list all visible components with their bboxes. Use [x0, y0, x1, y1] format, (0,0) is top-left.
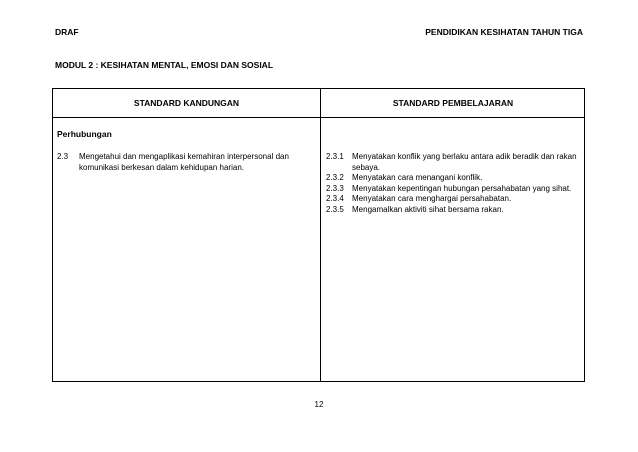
- module-title: MODUL 2 : KESIHATAN MENTAL, EMOSI DAN SOSIAL: [55, 60, 274, 70]
- list-item: [326, 152, 582, 173]
- header-document-title: PENDIDIKAN KESIHATAN TAHUN TIGA: [425, 27, 583, 37]
- kandungan-item: [57, 152, 315, 173]
- pembelajaran-text: Menyatakan cara menghargai persahabatan.: [352, 194, 512, 203]
- header-standard-pembelajaran: STANDARD PEMBELAJARAN: [392, 98, 514, 108]
- pembelajaran-number: 2.3.3: [326, 183, 344, 193]
- pembelajaran-text: Mengamalkan aktiviti sihat bersama rakan.: [352, 204, 504, 214]
- column-divider: [320, 89, 321, 381]
- header-draft-label: DRAF: [55, 27, 79, 37]
- header-standard-kandungan: STANDARD KANDUNGAN: [133, 98, 240, 108]
- kandungan-number: 2.3: [57, 152, 69, 161]
- pembelajaran-list: [326, 152, 582, 215]
- section-title: Perhubungan: [57, 129, 112, 139]
- page-number: 12: [314, 400, 324, 409]
- pembelajaran-number: 2.3.5: [326, 204, 344, 214]
- list-item: [326, 184, 582, 195]
- pembelajaran-number: 2.3.2: [326, 173, 344, 182]
- table-header-row: [53, 89, 584, 118]
- pembelajaran-text: Menyatakan konflik yang berlaku antara adik beradik dan rakan sebaya.: [352, 152, 577, 172]
- pembelajaran-number: 2.3.4: [326, 194, 344, 203]
- list-item: [326, 205, 582, 216]
- pembelajaran-text: Menyatakan kepentingan hubungan persahabatan yang sihat.: [352, 183, 572, 193]
- list-item: [326, 194, 582, 205]
- standards-table: [52, 88, 585, 382]
- pembelajaran-text: Menyatakan cara menangani konflik.: [352, 173, 483, 182]
- pembelajaran-number: 2.3.1: [326, 152, 344, 161]
- kandungan-text: Mengetahui dan mengaplikasi kemahiran interpersonal dan komunikasi berkesan dalam kehidupan harian.: [79, 152, 289, 172]
- list-item: [326, 173, 582, 184]
